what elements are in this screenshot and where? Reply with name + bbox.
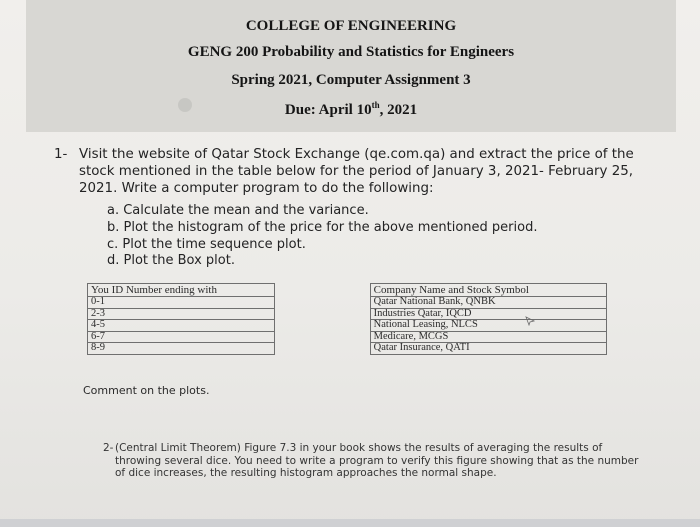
due-suffix: , 2021 xyxy=(379,102,418,118)
question-1-number: 1- xyxy=(54,147,68,162)
table-header-id: You ID Number ending with xyxy=(88,284,275,297)
question-1-item-c: c. Plot the time sequence plot. xyxy=(107,237,306,252)
question-1-item-b: b. Plot the histogram of the price for the above mentioned period. xyxy=(107,220,538,235)
due-prefix: Due: April 10 xyxy=(284,102,372,118)
table-cell-company: Industries Qatar, IQCD xyxy=(370,308,606,320)
table-cell-company: Qatar Insurance, QATI xyxy=(370,343,606,355)
course-title: GENG 200 Probability and Statistics for Engineers xyxy=(187,44,515,60)
table-row xyxy=(88,343,607,355)
due-date xyxy=(26,100,676,119)
question-1-text: Visit the website of Qatar Stock Exchange (qe.com.qa) and extract the price of the stock mentioned in the table below for the period of January 3, 2021- February 25, 2021. Write a computer program to do the following: xyxy=(79,147,634,196)
page-smudge xyxy=(178,98,192,112)
question-2-number: 2- xyxy=(103,442,114,454)
term-title: Spring 2021, Computer Assignment 3 xyxy=(231,72,471,88)
table-cell-id: 4-5 xyxy=(88,320,275,332)
comment-instruction: Comment on the plots. xyxy=(83,384,210,397)
table-gap xyxy=(274,284,370,297)
table-cell-id: 6-7 xyxy=(88,331,275,343)
mouse-cursor-icon xyxy=(525,316,535,326)
table-cell-company: Qatar National Bank, QNBK xyxy=(370,297,606,309)
table-cell-id: 2-3 xyxy=(88,308,275,320)
question-1-item-d: d. Plot the Box plot. xyxy=(107,253,235,268)
assignment-header xyxy=(26,0,676,132)
table-cell-id: 0-1 xyxy=(88,297,275,309)
table-row xyxy=(88,297,607,309)
question-2 xyxy=(103,442,645,480)
table-cell-company: Medicare, MCGS xyxy=(370,331,606,343)
table-cell-company: National Leasing, NLCS xyxy=(370,320,606,332)
due-sup: th xyxy=(371,100,380,110)
table-header-company: Company Name and Stock Symbol xyxy=(370,284,606,297)
question-1-item-a: a. Calculate the mean and the variance. xyxy=(107,203,369,218)
table-cell-id: 8-9 xyxy=(88,343,275,355)
college-title: COLLEGE OF ENGINEERING xyxy=(245,18,457,34)
screen-edge xyxy=(0,519,700,527)
question-2-text: (Central Limit Theorem) Figure 7.3 in your book shows the results of averaging the results of throwing several dice. You need to write a program to verify this figure showing that as the number of dice increases, the resulting histogram approaches the normal shape. xyxy=(115,442,639,479)
table-row xyxy=(88,331,607,343)
table-header-row xyxy=(88,284,607,297)
